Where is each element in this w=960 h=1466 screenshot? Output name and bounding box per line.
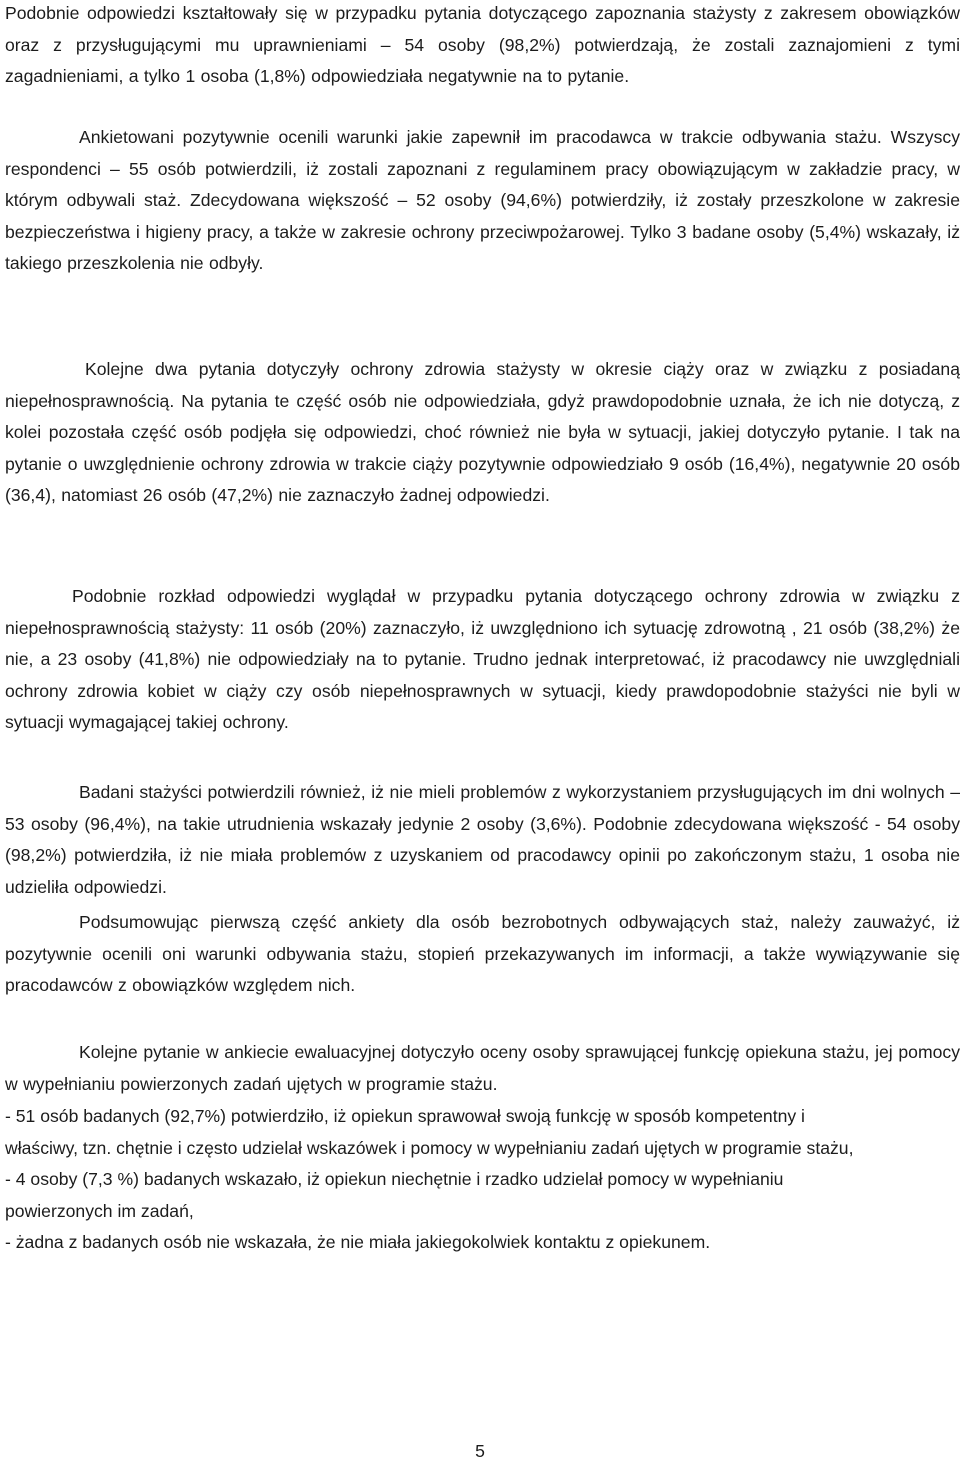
supervisor-answers-list xyxy=(5,1101,865,1259)
paragraph-induction-scope: Podobnie odpowiedzi kształtowały się w przypadku pytania dotyczącego zapoznania stażysty z zakresem obowiązków oraz z przysługującymi mu uprawnieniami – 54 osoby (98,2%) potwierdzają, że zostali zaznajomieni z tymi zagadnieniami, a tylko 1 osoba (1,8%) odpowiedziała negatywnie na to pytanie. xyxy=(5,3,960,87)
list-item: - żadna z badanych osób nie wskazała, że nie miała jakiegokolwiek kontaktu z opiekunem. xyxy=(5,1232,711,1253)
paragraph-work-conditions: Ankietowani pozytywnie ocenili warunki jakie zapewnił im pracodawca w trakcie odbywania stażu. Wszyscy respondenci – 55 osób potwierdzili, iż zostali zapoznani z regulaminem pracy obowiązującym w zakładzie pracy, w którym odbywali staż. Zdecydowana większość – 52 osoby (94,6%) potwierdziły, iż zostały przeszkolone w zakresie bezpieczeństwa i higieny pracy, a także w zakresie ochrony przeciwpożarowej. Tylko 3 badane osoby (5,4%) wskazały, iż takiego przeszkolenia nie odbyły. xyxy=(5,127,960,274)
list-item: - 4 osoby (7,3 %) badanych wskazało, iż opiekun niechętnie i rzadko udzielał pomocy w wypełnianiu powierzonych im zadań, xyxy=(5,1169,784,1221)
paragraph-days-off: Badani stażyści potwierdzili również, iż nie mieli problemów z wykorzystaniem przysługujących im dni wolnych – 53 osoby (96,4%), na takie utrudnienia wskazały jedynie 2 osoby (3,6%). Podobnie zdecydowana większość - 54 osoby (98,2%) potwierdziła, iż nie miała problemów z uzyskaniem od pracodawcy opinii po zakończonym stażu, 1 osoba nie udzieliła odpowiedzi. xyxy=(5,782,960,897)
paragraph-supervisor-question: Kolejne pytanie w ankiecie ewaluacyjnej dotyczyło oceny osoby sprawującej funkcję opiekuna stażu, jej pomocy w wypełnianiu powierzonych zadań ujętych w programie stażu. xyxy=(5,1042,960,1094)
page-number: 5 xyxy=(475,1441,485,1461)
paragraph-health-protection: Kolejne dwa pytania dotyczyły ochrony zdrowia stażysty w okresie ciąży oraz w związku z posiadaną niepełnosprawnością. Na pytania te część osób nie odpowiedziała, gdyż prawdopodobnie uznała, że ich nie dotyczą, z kolei pozostała część osób podjęła się odpowiedzi, choć również nie była w sytuacji, jakiej dotyczyło pytanie. I tak na pytanie o uwzględnienie ochrony zdrowia w trakcie ciąży pozytywnie odpowiedziało 9 osób (16,4%), negatywnie 20 osób (36,4), natomiast 26 osób (47,2%) nie zaznaczyło żadnej odpowiedzi. xyxy=(5,359,960,506)
document-page xyxy=(5,0,960,1466)
paragraph-summary: Podsumowując pierwszą część ankiety dla osób bezrobotnych odbywających staż, należy zauważyć, iż pozytywnie ocenili oni warunki odbywania stażu, stopień przekazywanych im informacji, a także wywiązywanie się pracodawców z obowiązków względem nich. xyxy=(5,912,960,996)
paragraph-disability-protection: Podobnie rozkład odpowiedzi wyglądał w przypadku pytania dotyczącego ochrony zdrowia w związku z niepełnosprawnością stażysty: 11 osób (20%) zaznaczyło, iż uwzględniono ich sytuację zdrowotną , 21 osób (38,2%) że nie, a 23 osoby (41,8%) nie odpowiedziały na to pytanie. Trudno jednak interpretować, iż pracodawcy nie uwzględniali ochrony zdrowia kobiet w ciąży czy osób niepełnosprawnych w sytuacji, kiedy prawdopodobnie stażyści nie byli w sytuacji wymagającej takiej ochrony. xyxy=(5,586,960,733)
list-item: - 51 osób badanych (92,7%) potwierdziło, iż opiekun sprawował swoją funkcję w sposób kompetentny i właściwy, tzn. chętnie i często udzielał wskazówek i pomocy w wypełnianiu zadań ujętych w programie stażu, xyxy=(5,1106,854,1158)
